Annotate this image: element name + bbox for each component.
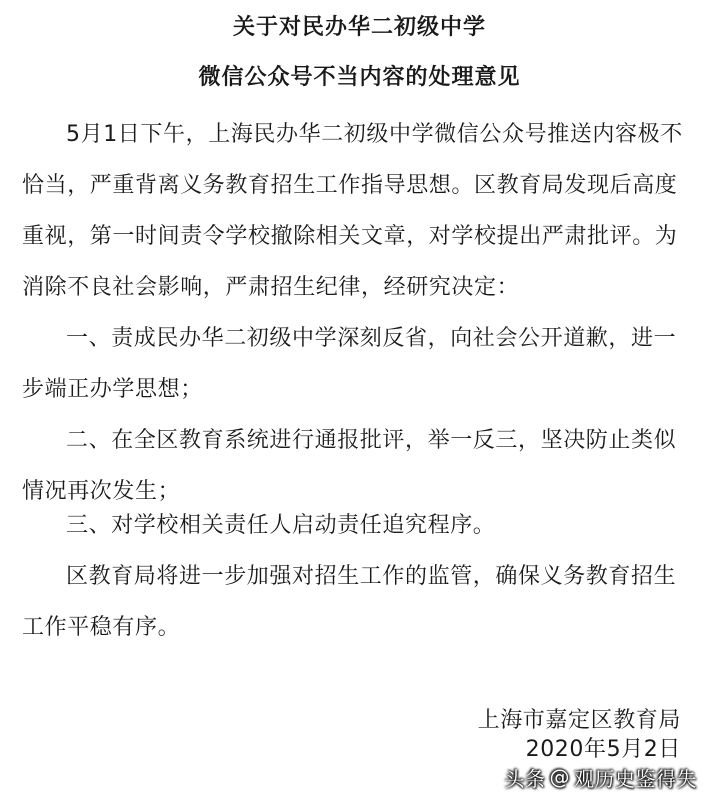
- watermark-platform: 头条: [504, 766, 546, 791]
- paragraph-closing: 区教育局将进一步加强对招生工作的监管，确保义务教育招生工作平稳有序。: [22, 564, 677, 640]
- paragraph-decision-1: 一、责成民办华二初级中学深刻反省，向社会公开道歉，进一步端正办学思想；: [22, 326, 677, 402]
- watermark: [495, 760, 708, 794]
- signature-organization: 上海市嘉定区教育局: [477, 708, 681, 733]
- document-title-line2: 微信公众号不当内容的处理意见: [198, 65, 521, 90]
- document-title-line1: 关于对民办华二初级中学: [232, 15, 486, 40]
- watermark-at: @: [549, 765, 570, 789]
- paragraph-decision-3: 三、对学校相关责任人启动责任追究程序。: [66, 513, 496, 538]
- paragraph-intro: 5月1日下午，上海民办华二初级中学微信公众号推送内容极不恰当，严重背离义务教育招生工作指导思想。区教育局发现后高度重视，第一时间责令学校撤除相关文章，对学校提出严肃批评。为消除不良社会影响，严肃招生纪律，经研究决定：: [22, 122, 683, 300]
- watermark-account: 观历史鉴得失: [574, 766, 697, 791]
- signature-date: 2020年5月2日: [525, 737, 681, 762]
- paragraph-decision-2: 二、在全区教育系统进行通报批评，举一反三，坚决防止类似情况再次发生；: [22, 428, 677, 504]
